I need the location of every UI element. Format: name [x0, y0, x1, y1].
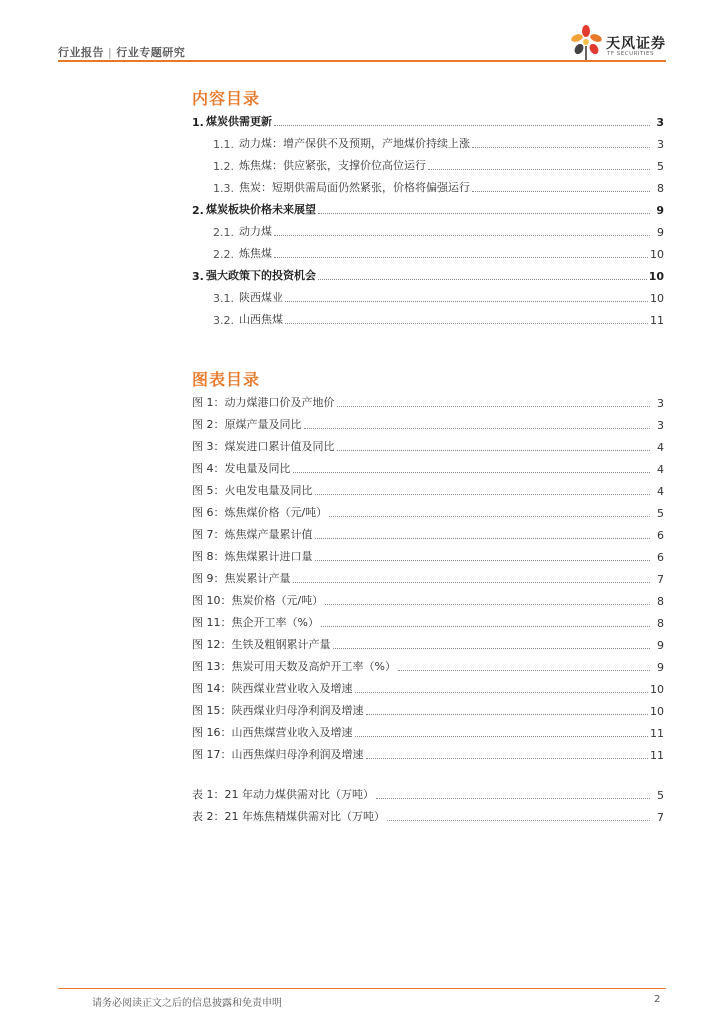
- figure-item-page: 5: [657, 507, 664, 520]
- toc-item-number: 3.1.: [213, 292, 234, 305]
- toc-item[interactable]: [213, 311, 664, 327]
- figure-item-page: 7: [657, 573, 664, 586]
- logo-flower-icon: [568, 22, 606, 62]
- figure-item-label: 图 11：焦企开工率（%）: [192, 616, 319, 629]
- figure-item[interactable]: [192, 482, 664, 498]
- toc-item-page: 11: [650, 314, 664, 327]
- toc-item[interactable]: [213, 245, 664, 261]
- table-item-label: 表 2：21 年炼焦精煤供需对比（万吨）: [192, 810, 385, 823]
- toc-item[interactable]: [192, 267, 664, 283]
- figure-item[interactable]: [192, 548, 664, 564]
- figure-item-label: 图 2：原煤产量及同比: [192, 418, 302, 431]
- toc-item-label: 动力煤: [239, 225, 272, 238]
- figure-item-page: 4: [657, 441, 664, 454]
- footer-divider: [58, 988, 666, 989]
- figure-item[interactable]: [192, 460, 664, 476]
- toc-item-label: 炼焦煤: [239, 247, 272, 260]
- toc-leader-dots: [366, 758, 649, 759]
- table-item-page: 5: [657, 789, 664, 802]
- figure-item-page: 3: [657, 397, 664, 410]
- toc-leader-dots: [274, 125, 650, 126]
- figure-item-label: 图 10：焦炭价格（元/吨）: [192, 594, 324, 607]
- figure-item-label: 图 15：陕西煤业归母净利润及增速: [192, 704, 364, 717]
- toc-item-number: 1.1.: [213, 138, 234, 151]
- table-item-label: 表 1：21 年动力煤供需对比（万吨）: [192, 788, 374, 801]
- toc-item-page: 5: [657, 160, 664, 173]
- figure-item-label: 图 3：煤炭进口累计值及同比: [192, 440, 335, 453]
- toc-leader-dots: [315, 494, 651, 495]
- toc-item-label: 强大政策下的投资机会: [206, 269, 316, 282]
- toc-leader-dots: [366, 714, 649, 715]
- figure-item-page: 4: [657, 463, 664, 476]
- toc-item-page: 8: [657, 182, 664, 195]
- toc-item[interactable]: [213, 157, 664, 173]
- logo-cn-text: 天风证券: [606, 36, 666, 52]
- toc-item[interactable]: [192, 113, 664, 129]
- figure-item[interactable]: [192, 636, 664, 652]
- figure-item[interactable]: [192, 504, 664, 520]
- toc-leader-dots: [337, 406, 651, 407]
- table-item[interactable]: [192, 786, 664, 802]
- figure-item-page: 6: [657, 529, 664, 542]
- figure-item-label: 图 4：发电量及同比: [192, 462, 291, 475]
- figure-item-label: 图 13：焦炭可用天数及高炉开工率（%）: [192, 660, 396, 673]
- toc-item-label: 焦炭：短期供需局面仍然紧张，价格将偏强运行: [239, 181, 470, 194]
- figure-item-label: 图 9：焦炭累计产量: [192, 572, 291, 585]
- toc-item-page: 10: [650, 248, 664, 261]
- toc-item-page: 10: [650, 292, 664, 305]
- header-category-label: 行业报告: [58, 46, 104, 59]
- figure-item-label: 图 12：生铁及粗钢累计产量: [192, 638, 331, 651]
- toc-item-page: 3: [656, 116, 664, 129]
- toc-leader-dots: [472, 147, 650, 148]
- toc-leader-dots: [274, 235, 650, 236]
- page-number: 2: [654, 994, 661, 1005]
- figure-item-page: 8: [657, 617, 664, 630]
- toc-leader-dots: [285, 301, 648, 302]
- figure-item-page: 4: [657, 485, 664, 498]
- toc-item-number: 2.: [192, 204, 204, 217]
- toc-leader-dots: [318, 213, 650, 214]
- toc-leader-dots: [398, 670, 650, 671]
- header-category: [58, 44, 185, 60]
- toc-item-page: 9: [657, 226, 664, 239]
- toc-leader-dots: [376, 798, 650, 799]
- figure-item-label: 图 14：陕西煤业营业收入及增速: [192, 682, 353, 695]
- toc-item-label: 炼焦煤：供应紧张，支撑价位高位运行: [239, 159, 426, 172]
- company-logo: [568, 22, 678, 62]
- figure-item[interactable]: [192, 416, 664, 432]
- figure-item-page: 8: [657, 595, 664, 608]
- toc-item[interactable]: [213, 289, 664, 305]
- toc-leader-dots: [325, 604, 650, 605]
- figure-item[interactable]: [192, 724, 664, 740]
- toc-leader-dots: [293, 582, 651, 583]
- toc-item-number: 3.2.: [213, 314, 234, 327]
- toc-leader-dots: [318, 279, 647, 280]
- figure-item-label: 图 6：炼焦煤价格（元/吨）: [192, 506, 328, 519]
- toc-item-label: 陕西煤业: [239, 291, 283, 304]
- toc-leader-dots: [315, 538, 651, 539]
- toc-item[interactable]: [213, 179, 664, 195]
- toc-leader-dots: [428, 169, 650, 170]
- toc-leader-dots: [355, 692, 649, 693]
- logo-en-text: TF SECURITIES: [607, 51, 654, 57]
- figure-item-label: 图 8：炼焦煤累计进口量: [192, 550, 313, 563]
- figure-item-page: 11: [650, 727, 664, 740]
- toc-leader-dots: [274, 257, 648, 258]
- footer-disclaimer[interactable]: 请务必阅读正文之后的信息披露和免责申明: [92, 998, 282, 1009]
- toc-item-label: 煤炭板块价格未来展望: [206, 203, 316, 216]
- figure-item-page: 9: [657, 639, 664, 652]
- figure-item[interactable]: [192, 570, 664, 586]
- toc-item-number: 3.: [192, 270, 204, 283]
- header-separator: |: [108, 46, 113, 59]
- toc-leader-dots: [285, 323, 648, 324]
- toc-item-number: 2.2.: [213, 248, 234, 261]
- figure-item[interactable]: [192, 680, 664, 696]
- toc-item-label: 动力煤：增产保供不及预期，产地煤价持续上涨: [239, 137, 470, 150]
- toc-leader-dots: [472, 191, 650, 192]
- toc-item-page: 3: [657, 138, 664, 151]
- figure-item-page: 3: [657, 419, 664, 432]
- table-item[interactable]: [192, 808, 664, 824]
- toc-item-page: 10: [648, 270, 664, 283]
- toc-leader-dots: [387, 820, 650, 821]
- toc-item-label: 煤炭供需更新: [206, 115, 272, 128]
- figure-item[interactable]: [192, 702, 664, 718]
- figure-item-label: 图 17：山西焦煤归母净利润及增速: [192, 748, 364, 761]
- toc-leader-dots: [304, 428, 651, 429]
- figure-item[interactable]: [192, 438, 664, 454]
- header-subcategory-label: 行业专题研究: [116, 46, 186, 59]
- toc-leader-dots: [293, 472, 651, 473]
- toc-leader-dots: [355, 736, 649, 737]
- figure-item[interactable]: [192, 394, 664, 410]
- toc-item[interactable]: [213, 135, 664, 151]
- figure-item-label: 图 16：山西焦煤营业收入及增速: [192, 726, 353, 739]
- figure-item[interactable]: [192, 746, 664, 762]
- figure-item-page: 10: [650, 683, 664, 696]
- toc-item-number: 2.1.: [213, 226, 234, 239]
- toc-leader-dots: [321, 626, 650, 627]
- toc-leader-dots: [333, 648, 651, 649]
- toc-item-page: 9: [656, 204, 664, 217]
- figure-item-page: 9: [657, 661, 664, 674]
- figure-item-label: 图 7：炼焦煤产量累计值: [192, 528, 313, 541]
- toc-item-number: 1.: [192, 116, 204, 129]
- toc-leader-dots: [329, 516, 650, 517]
- toc-item[interactable]: [192, 201, 664, 217]
- figure-item[interactable]: [192, 658, 664, 674]
- toc-item-label: 山西焦煤: [239, 313, 283, 326]
- toc-leader-dots: [315, 560, 651, 561]
- figure-item[interactable]: [192, 592, 664, 608]
- figures-title: 图表目录: [192, 370, 261, 389]
- figure-item[interactable]: [192, 614, 664, 630]
- figure-item-page: 6: [657, 551, 664, 564]
- figure-item-label: 图 1：动力煤港口价及产地价: [192, 396, 335, 409]
- figure-item-label: 图 5：火电发电量及同比: [192, 484, 313, 497]
- figure-item-page: 11: [650, 749, 664, 762]
- toc-item-number: 1.3.: [213, 182, 234, 195]
- table-item-page: 7: [657, 811, 664, 824]
- toc-item[interactable]: [213, 223, 664, 239]
- figure-item[interactable]: [192, 526, 664, 542]
- toc-leader-dots: [337, 450, 651, 451]
- toc-item-number: 1.2.: [213, 160, 234, 173]
- contents-title: 内容目录: [192, 89, 261, 108]
- figure-item-page: 10: [650, 705, 664, 718]
